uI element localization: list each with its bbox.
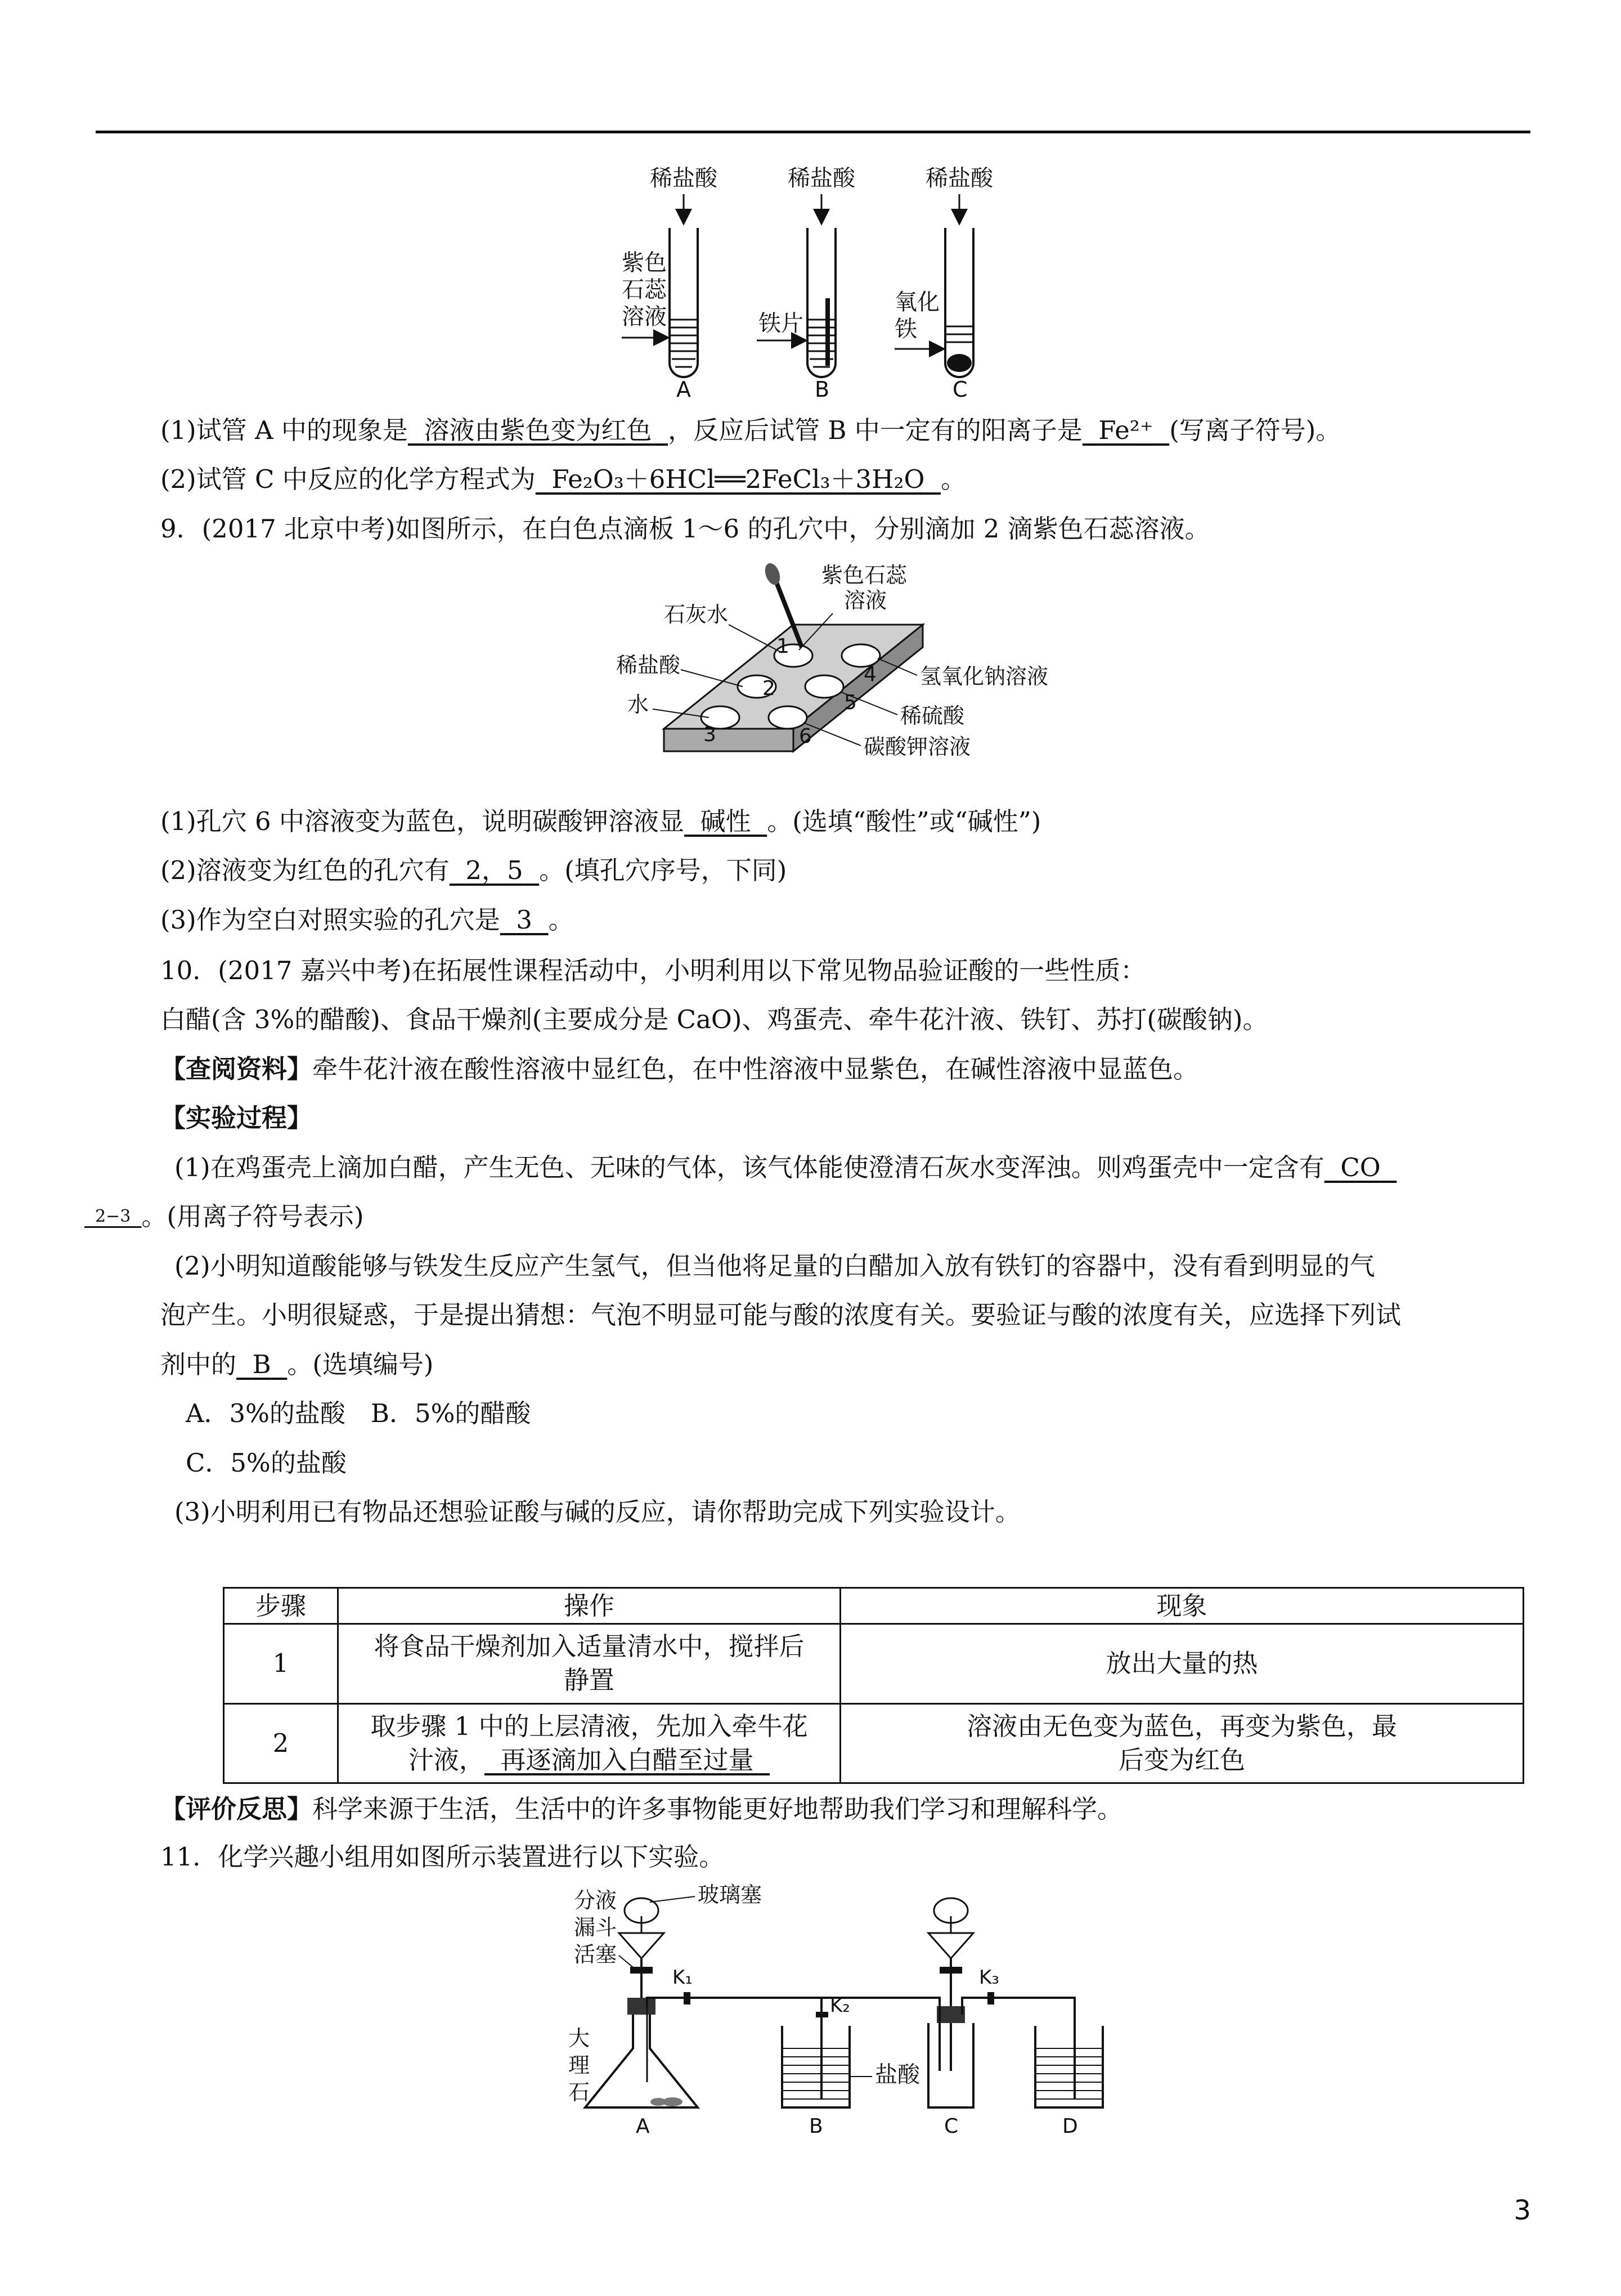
q9-p2-text-a: (2)溶液变为红色的孔穴有 [160,855,450,885]
oxide-label-1: 氧化 [895,289,940,315]
q10-reference [160,1052,1198,1086]
hcl-label: 盐酸 [875,2062,920,2088]
q8-p2-answer: Fe₂O₃＋6HCl══2FeCl₃＋3H₂O [551,464,925,494]
q10-p1-answer-b: 2−3 [95,1207,131,1226]
k2co3-label: 碳酸钾溶液 [864,734,971,759]
q11-stem: 11．化学兴趣小组用如图所示装置进行以下实验。 [160,1842,725,1872]
q10-p1-answer-a: CO [1340,1153,1381,1182]
iron-label: 铁片 [758,311,803,337]
q10-part1-line2 [84,1200,364,1234]
experiment-table [223,1587,1524,1784]
q10-part2-line2: 泡产生。小明很疑惑，于是提出猜想：气泡不明显可能与酸的浓度有关。要验证与酸的浓度有关，应选择下列试 [160,1300,1402,1330]
naoh-label: 氢氧化钠溶液 [920,664,1049,689]
oxide-label-2: 铁 [895,316,917,342]
table-header-row [224,1588,1524,1624]
q8-p1-answer-2: Fe²⁺ [1098,415,1153,445]
well-3: 3 [703,723,716,746]
q10-stem-2: 白醋(含 3%的醋酸)、食品干燥剂(主要成分是 CaO)、鸡蛋壳、牵牛花汁液、铁钉、苏打(碳酸钠)。 [160,1004,1268,1034]
acid-label-a: 稀盐酸 [650,165,717,191]
row1-operation [338,1624,841,1704]
row1-phenomenon: 放出大量的热 [841,1624,1524,1704]
litmus-label-1: 紫色石蕊 [821,563,908,588]
funnel-label-1: 分液 [574,1888,617,1913]
table-row [224,1624,1524,1704]
well-1: 1 [776,635,789,658]
hcl-label: 稀盐酸 [616,653,681,678]
q10-p2-text-b: 。(选填编号) [287,1349,434,1379]
row2-op-line1: 取步骤 1 中的上层清液，先加入牵牛花 [370,1711,808,1741]
q8-p1-answer-1: 溶液由紫色变为红色 [424,415,652,445]
row1-op-line1: 将食品干燥剂加入适量清水中，搅拌后 [374,1631,805,1662]
q9-p3-text-b: 。 [548,905,574,935]
limewater-label: 石灰水 [664,602,729,627]
q9-p1-answer: 碱性 [700,806,751,836]
well-6: 6 [799,725,812,748]
option-ab: A．3%的盐酸 B．5%的醋酸 [186,1398,531,1428]
option-c: C．5%的盐酸 [186,1448,347,1478]
funnel-label-2: 漏斗 [574,1915,617,1940]
process-heading: 【实验过程】 [160,1103,313,1133]
apparatus-figure [557,1882,1131,2138]
q10-p2-answer: B [252,1349,271,1379]
q10-evaluation [160,1792,1122,1826]
reference-heading: 【查阅资料】 [160,1054,313,1084]
top-rule [96,131,1530,133]
row2-op-line2 [350,1743,828,1777]
marble-label-3: 石 [568,2080,590,2105]
q9-p2-text-b: 。(填孔穴序号，下同) [539,855,787,885]
header-operation: 操作 [338,1588,841,1624]
tube-a-label: A [676,377,691,402]
test-tube-figure [622,158,1063,405]
row1-op-line2: 静置 [563,1665,614,1696]
q10-p1-text-b: 。(用离子符号表示) [141,1201,364,1231]
q10-part2-line3 [160,1348,433,1382]
litmus-label-1: 紫色 [622,250,667,276]
evaluation-text: 科学来源于生活，生活中的许多事物能更好地帮助我们学习和理解科学。 [312,1794,1123,1824]
q9-part2 [160,854,787,887]
q9-p2-answer: 2，5 [465,855,523,885]
evaluation-heading: 【评价反思】 [160,1794,313,1824]
q9-p1-text-a: (1)孔穴 6 中溶液变为蓝色，说明碳酸钾溶液显 [160,806,684,836]
acid-label-b: 稀盐酸 [788,165,855,191]
page-number: 3 [1514,2195,1531,2226]
litmus-label-3: 溶液 [622,304,667,330]
q8-p2-text-b: 。 [940,464,966,494]
row2-ph-line2: 后变为红色 [1118,1745,1245,1775]
funnel-label-3: 活塞 [574,1942,617,1967]
marble-label-2: 理 [568,2053,590,2078]
q9-part3 [160,903,574,937]
well-4: 4 [864,663,877,686]
q10-p2-text-a: 剂中的 [160,1349,237,1379]
q8-p1-text-a: (1)试管 A 中的现象是 [160,415,408,445]
water-label: 水 [627,692,649,717]
row2-op-answer: 再逐滴加入白醋至过量 [500,1745,754,1775]
well-2: 2 [762,677,775,700]
row2-ph-line1: 溶液由无色变为蓝色，再变为紫色，最 [966,1711,1397,1741]
tube-b-label: B [815,377,830,402]
marble-label-1: 大 [568,2026,590,2051]
h2so4-label: 稀硫酸 [900,703,965,728]
k1-label: K₁ [672,1966,693,1989]
stopper-label: 玻璃塞 [698,1882,762,1907]
label-d: D [1062,2115,1078,2138]
spot-plate-figure [608,560,1114,796]
q8-part1 [160,414,1341,447]
q8-p2-text-a: (2)试管 C 中反应的化学方程式为 [160,464,536,494]
q9-part1 [160,805,1041,838]
well-5: 5 [844,691,857,714]
q9-stem: 9．(2017 北京中考)如图所示，在白色点滴板 1～6 的孔穴中，分别滴加 2 滴紫色石蕊溶液。 [160,514,1210,544]
table-row [224,1703,1524,1783]
q9-p3-answer: 3 [516,905,532,935]
acid-label-c: 稀盐酸 [926,165,993,191]
tube-c-label: C [953,377,968,402]
header-phenomenon: 现象 [841,1588,1524,1624]
row1-step: 1 [224,1624,338,1704]
row2-operation [338,1703,841,1783]
q8-p1-text-b: ，反应后试管 B 中一定有的阳离子是 [668,415,1083,445]
label-c: C [944,2115,959,2138]
row2-phenomenon [841,1703,1524,1783]
q9-p3-text-a: (3)作为空白对照实验的孔穴是 [160,905,500,935]
k3-label: K₃ [979,1966,999,1989]
k2-label: K₂ [830,1994,850,2017]
header-step: 步骤 [224,1588,338,1624]
q10-part2-line1: (2)小明知道酸能够与铁发生反应产生氢气，但当他将足量的白醋加入放有铁钉的容器中，没有看到明显的气 [174,1251,1375,1281]
q10-part3: (3)小明利用已有物品还想验证酸与碱的反应，请你帮助完成下列实验设计。 [174,1497,1021,1527]
label-a: A [636,2115,650,2138]
litmus-label-2: 石蕊 [622,277,667,303]
label-b: B [809,2115,823,2138]
row2-op-text: 汁液， [408,1745,484,1775]
q8-p1-text-c: (写离子符号)。 [1169,415,1341,445]
litmus-label-2: 溶液 [844,588,887,613]
q9-p1-text-b: 。(选填“酸性”或“碱性”) [767,806,1041,836]
q10-p1-text-a: (1)在鸡蛋壳上滴加白醋，产生无色、无味的气体，该气体能使澄清石灰水变浑浊。则鸡蛋壳中一定含有 [174,1153,1324,1182]
q8-part2 [160,463,966,496]
row2-step: 2 [224,1703,338,1783]
q10-stem-1: 10．(2017 嘉兴中考)在拓展性课程活动中，小明利用以下常见物品验证酸的一些性质： [160,956,1146,985]
q10-part1-line1 [174,1151,1397,1185]
reference-text: 牵牛花汁液在酸性溶液中显红色，在中性溶液中显紫色，在碱性溶液中显蓝色。 [312,1054,1199,1084]
